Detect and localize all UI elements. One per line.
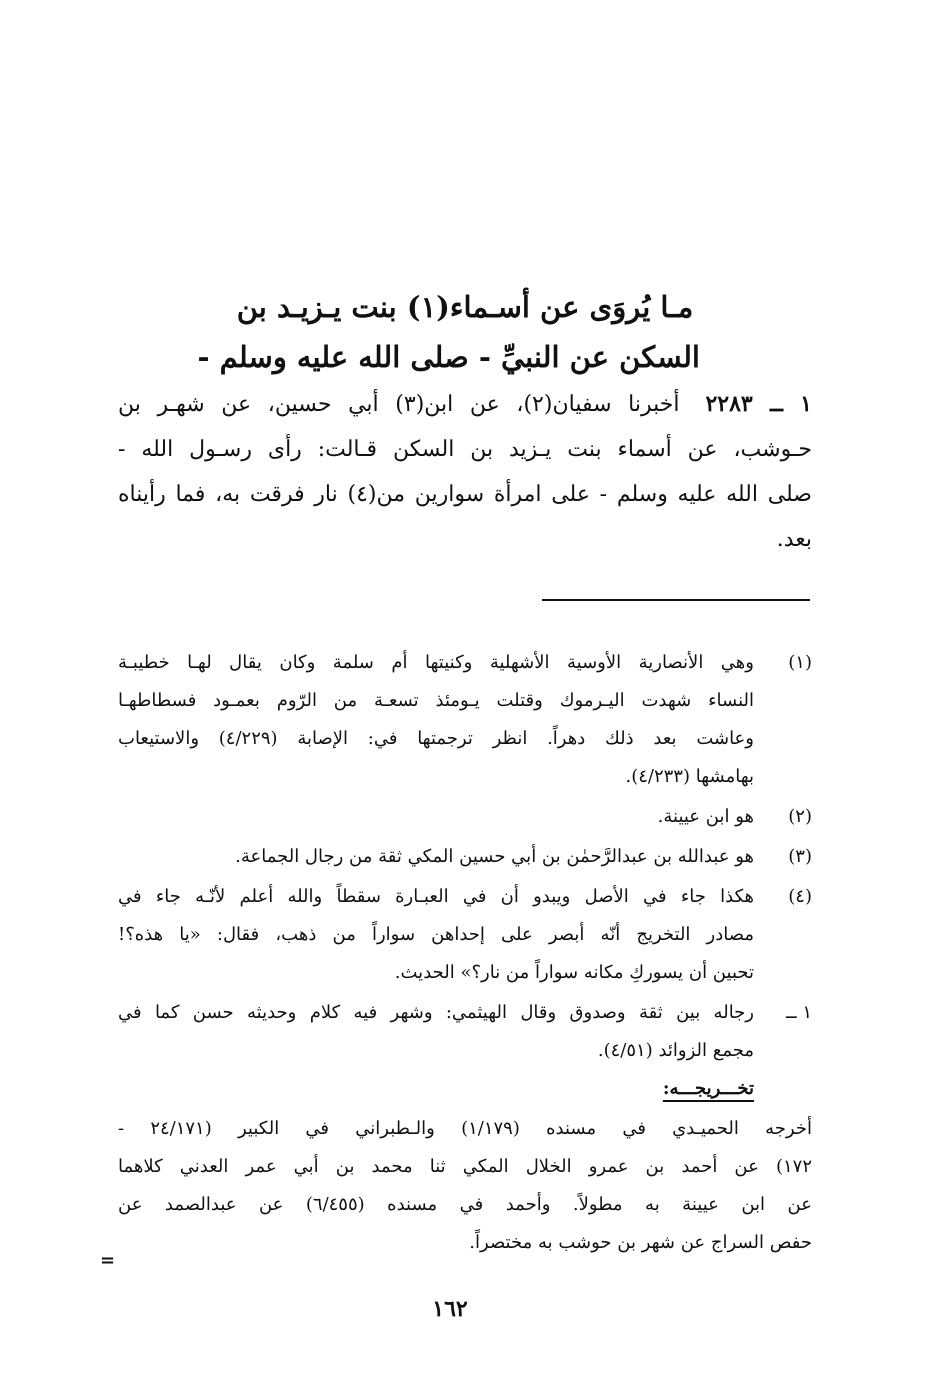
hadith-number: ١ ــ ٢٢٨٣ [705, 391, 812, 417]
footnote-separator [542, 599, 810, 601]
hadith-grading-note [118, 994, 812, 1108]
footnote-line: تحبين أن يسوركِ مكانه سواراً من نار؟» الحديث. [394, 962, 754, 983]
takhrij-line: عن ابن عيينة به مطولاً. وأحمد في مسنده (٦/٤٥٥) عن عبدالصمد عن [118, 1194, 812, 1215]
footnote-line: مصادر التخريج أنّه أبصر على إحداهن سواراً من ذهب، فقال: «يا هذه؟! [118, 924, 754, 945]
footnote-line: بهامشها (٤/٢٣٣). [625, 766, 754, 787]
footnote-line: وعاشت بعد ذلك دهراً. انظر ترجمتها في: الإصابة (٤/٢٢٩) والاستيعاب [118, 728, 754, 749]
hadith-line: أخبرنا سفيان(٢)، عن ابن(٣) أبي حسين، عن شهـر بن [118, 392, 680, 417]
takhrij-title: تخـــريجـــه: [662, 1078, 754, 1099]
footnote-label: (٣) [788, 846, 812, 867]
footnote-line: هكذا جاء في الأصل ويبدو أن في العبـارة سقطاً والله أعلم لأنّـه جاء في [118, 886, 754, 907]
takhrij-text [118, 1110, 812, 1262]
footnote-2 [118, 798, 812, 836]
heading-line-1: مـا يُروَى عن أسـماء(١) بنت يـزيـد بن [236, 290, 694, 324]
page-number: ١٦٢ [432, 1296, 468, 1322]
takhrij-line: أخرجه الحميـدي في مسنده (١/١٧٩) والـطبراني في الكبير (٢٤/١٧١ - [118, 1118, 812, 1139]
footnote-4 [118, 878, 812, 992]
footnote-label: (١) [788, 652, 812, 673]
footnote-line: رجاله بين ثقة وصدوق وقال الهيثمي: وشهر فيه كلام وحديثه حسن كما في [118, 1002, 754, 1023]
footnote-label: (٢) [788, 806, 812, 827]
takhrij-line: ١٧٢) عن أحمد بن عمرو الخلال المكي ثنا محمد بن أبي عمر العدني كلاهما [118, 1156, 812, 1177]
chapter-heading [197, 282, 700, 382]
footnote-line: مجمع الزوائد (٤/٥١). [597, 1040, 754, 1061]
hadith-line: صلى الله عليه وسلم - على امرأة سوارين من(٤) نار فرقت به، فما رأيناه [118, 482, 812, 507]
footnote-line: النساء شهدت اليـرموك وقتلت يـومئذ تسعـة من الرّوم بعمـود فسطاطهـا [118, 690, 754, 711]
footnote-label: (٤) [788, 886, 812, 907]
heading-line-2: السكن عن النبيِّ - صلى الله عليه وسلم - [197, 340, 700, 374]
footnotes [118, 644, 812, 1262]
footnote-label: ١ ــ [786, 1002, 812, 1023]
hadith-line: بعد. [776, 527, 812, 552]
takhrij-line: حفص السراج عن شهر بن حوشب به مختصراً. [469, 1232, 812, 1253]
footnote-line: هو عبدالله بن عبدالرَّحمٰن بن أبي حسين المكي ثقة من رجال الجماعة. [235, 846, 754, 867]
continuation-mark: = [100, 1250, 116, 1271]
hadith-text [118, 382, 812, 562]
footnote-line: هو ابن عيينة. [657, 806, 754, 827]
hadith-line: حـوشب، عن أسماء بنت يـزيد بن السكن قـالت: رأى رسـول الله - [118, 437, 812, 462]
footnote-1 [118, 644, 812, 796]
footnote-3 [118, 838, 812, 876]
footnote-line: وهي الأنصارية الأوسية الأشهلية وكنيتها أم سلمة وكان يقال لهـا خطيبـة [118, 652, 754, 673]
